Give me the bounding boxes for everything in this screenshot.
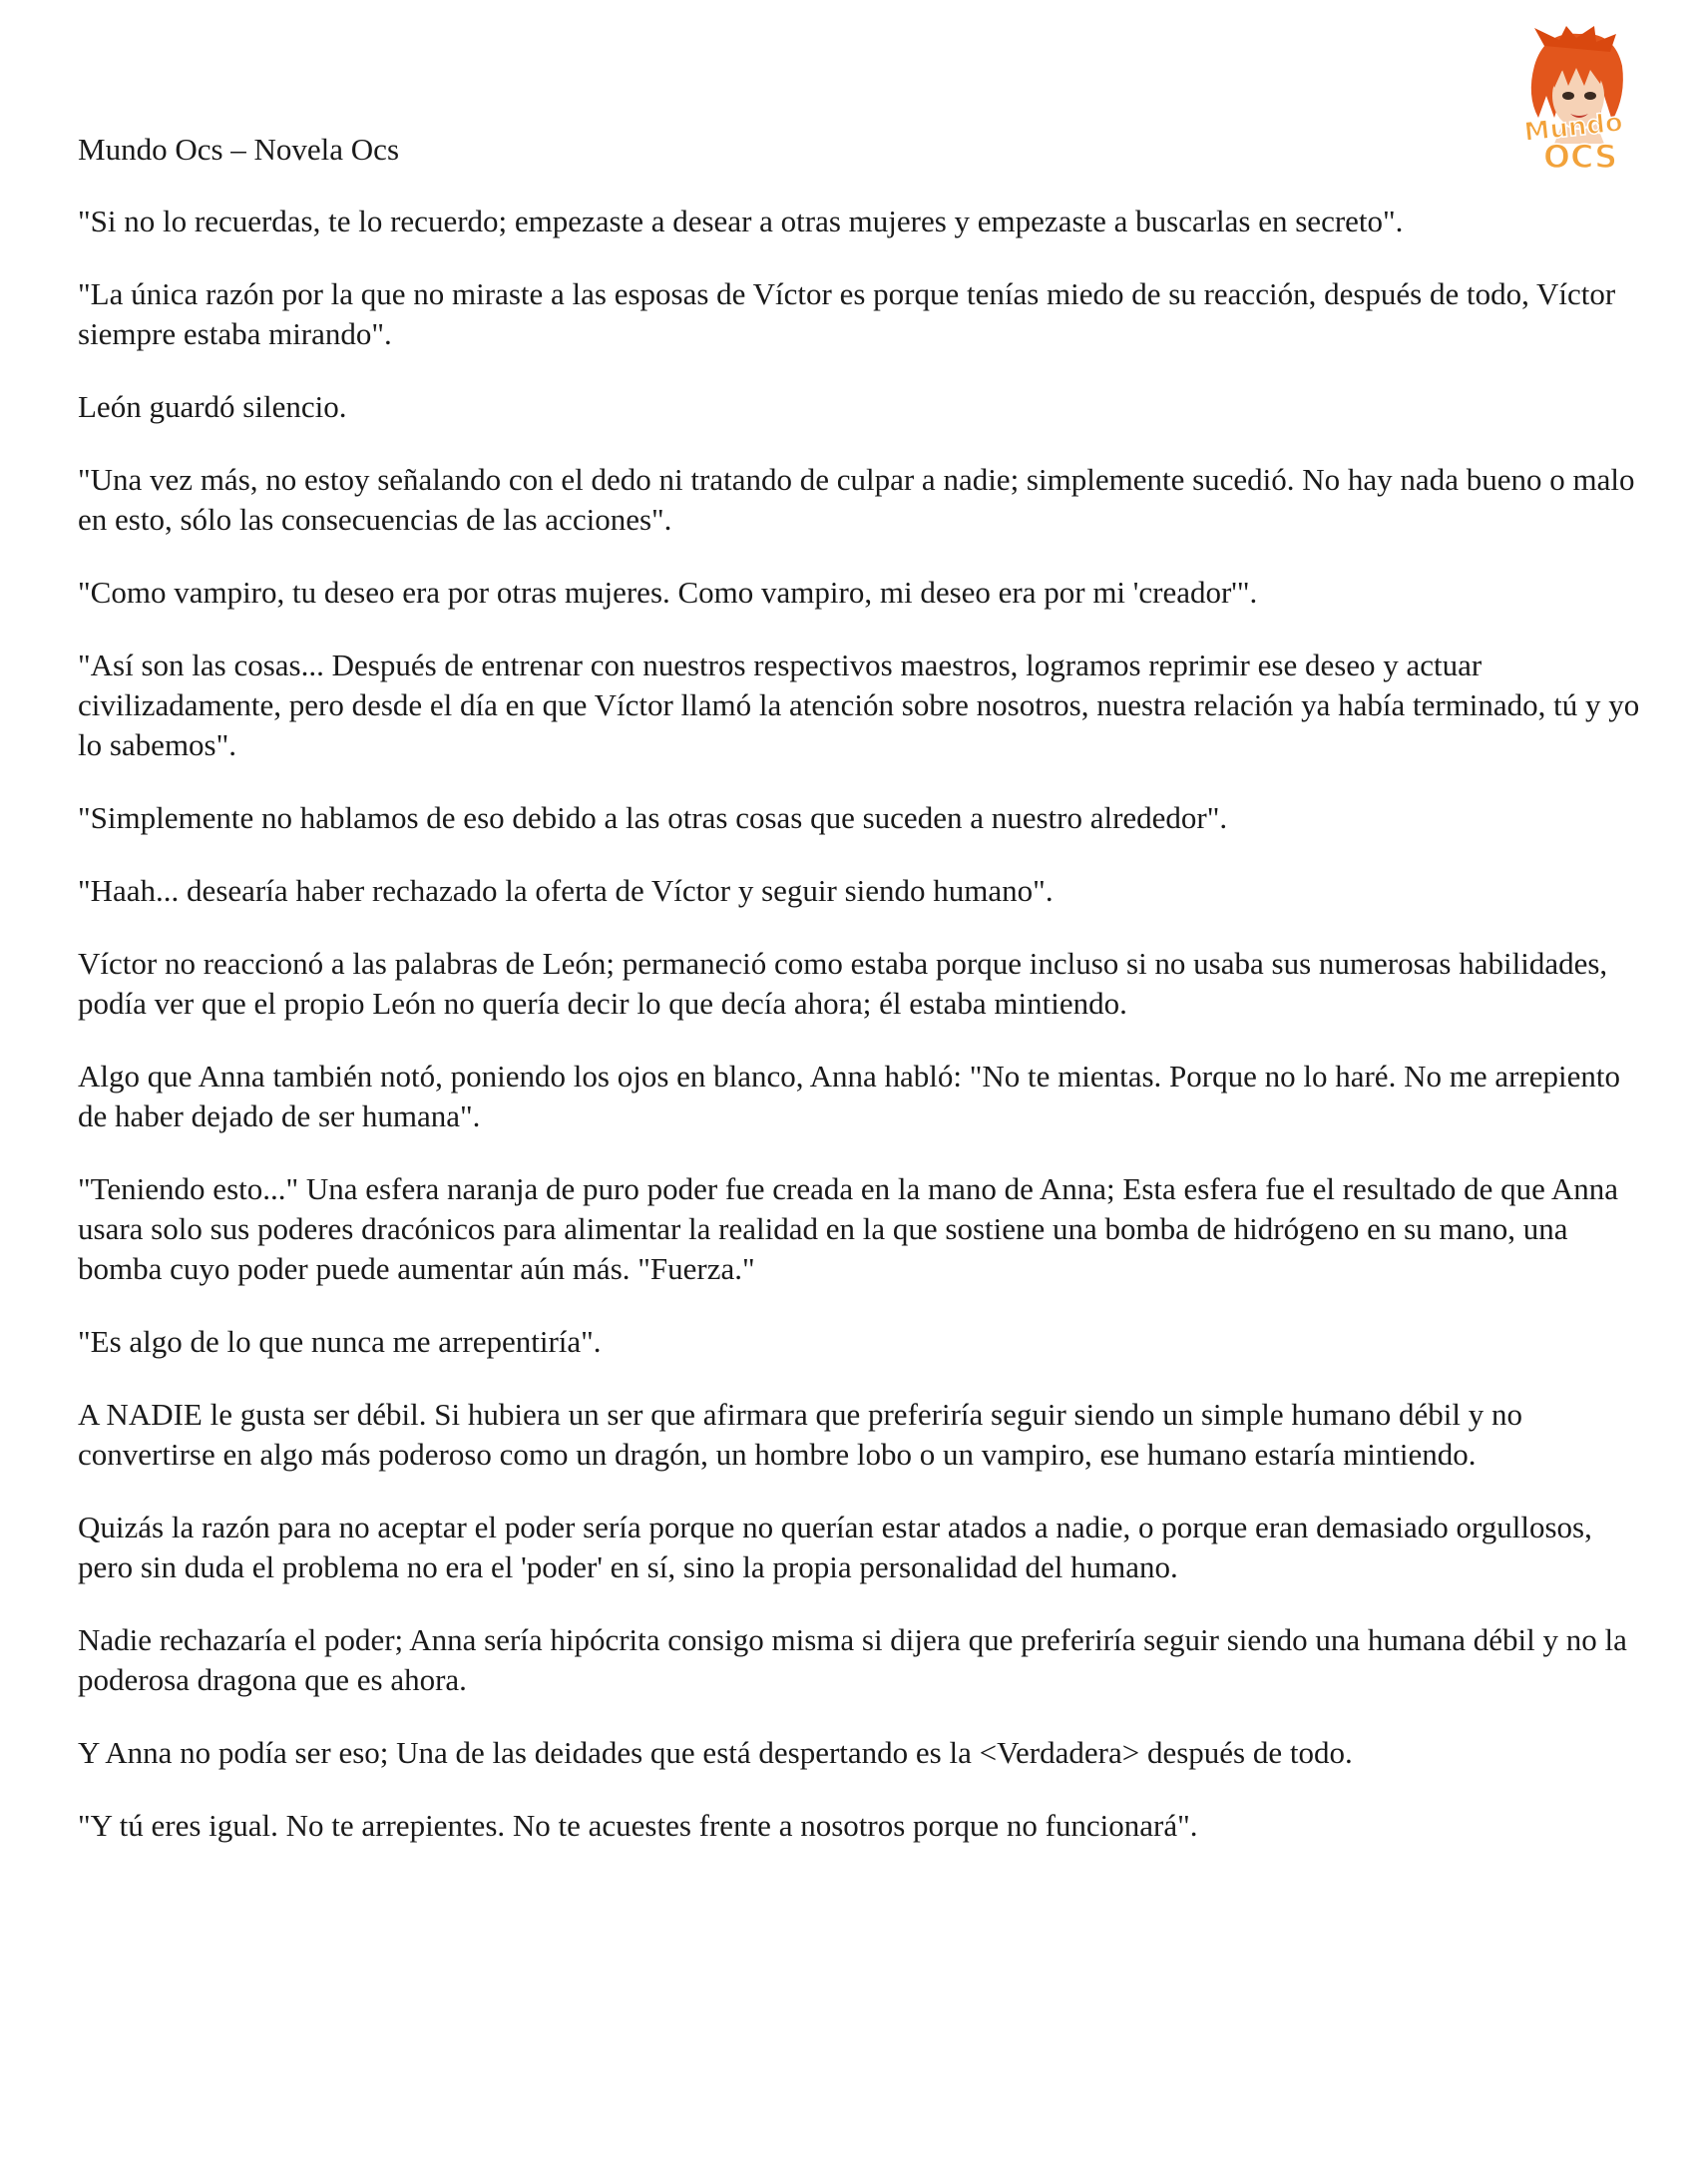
paragraph: "Así son las cosas... Después de entrenar con nuestros respectivos maestros, logramos reprimir ese deseo y actuar civilizadamente, pero desde el día en que Víctor llamó la atención sobre nosotros, nuestra relación ya había terminado, tú y yo lo sabemos".: [78, 648, 1640, 762]
paragraph: "La única razón por la que no miraste a las esposas de Víctor es porque tenías miedo de su reacción, después de todo, Víctor siempre estaba mirando".: [78, 276, 1616, 351]
paragraph: León guardó silencio.: [78, 389, 347, 424]
paragraph: Algo que Anna también notó, poniendo los ojos en blanco, Anna habló: "No te mientas. Porque no lo haré. No me arrepiento de haber dejado de ser humana".: [78, 1059, 1620, 1133]
paragraph: "Si no lo recuerdas, te lo recuerdo; empezaste a desear a otras mujeres y empezaste a buscarlas en secreto".: [78, 204, 1404, 238]
paragraph: "Teniendo esto..." Una esfera naranja de puro poder fue creada en la mano de Anna; Esta esfera fue el resultado de que Anna usara solo sus poderes dracónicos para alimentar la realidad en la que sostiene una bomba de hidrógeno en su mano, una bomba cuyo poder puede aumentar aún más. "Fuerza.": [78, 1171, 1619, 1286]
paragraph: "Simplemente no hablamos de eso debido a las otras cosas que suceden a nuestro alrededor".: [78, 800, 1228, 835]
paragraph: Nadie rechazaría el poder; Anna sería hipócrita consigo misma si dijera que preferiría seguir siendo una humana débil y no la poderosa dragona que es ahora.: [78, 1622, 1627, 1697]
paragraph: "Y tú eres igual. No te arrepientes. No te acuestes frente a nosotros porque no funcionará".: [78, 1808, 1198, 1843]
paragraph: "Una vez más, no estoy señalando con el dedo ni tratando de culpar a nadie; simplemente sucedió. No hay nada bueno o malo en esto, sólo las consecuencias de las acciones".: [78, 462, 1635, 537]
paragraph: Víctor no reaccionó a las palabras de León; permaneció como estaba porque incluso si no usaba sus numerosas habilidades, podía ver que el propio León no quería decir lo que decía ahora; él estaba mintiendo.: [78, 946, 1608, 1021]
paragraph: Y Anna no podía ser eso; Una de las deidades que está despertando es la <Verdadera> después de todo.: [78, 1735, 1353, 1770]
paragraph: Quizás la razón para no aceptar el poder sería porque no querían estar atados a nadie, o porque eran demasiado orgullosos, pero sin duda el problema no era el 'poder' en sí, sino la propia personalidad del humano.: [78, 1510, 1592, 1584]
paragraph: "Haah... desearía haber rechazado la oferta de Víctor y seguir siendo humano".: [78, 873, 1054, 908]
paragraph: A NADIE le gusta ser débil. Si hubiera un ser que afirmara que preferiría seguir siendo un simple humano débil y no convertirse en algo más poderoso como un dragón, un hombre lobo o un vampiro, ese humano estaría mintiendo.: [78, 1397, 1522, 1472]
mundo-ocs-logo: [1504, 26, 1644, 176]
paragraph: "Como vampiro, tu deseo era por otras mujeres. Como vampiro, mi deseo era por mi 'creador'".: [78, 575, 1258, 610]
document-header: Mundo Ocs – Novela Ocs: [78, 132, 400, 167]
logo-icon: [1504, 26, 1644, 176]
svg-text:Mundo: Mundo: [1522, 107, 1625, 149]
svg-text:OCS: OCS: [1542, 138, 1618, 176]
paragraph: "Es algo de lo que nunca me arrepentiría".: [78, 1324, 602, 1359]
